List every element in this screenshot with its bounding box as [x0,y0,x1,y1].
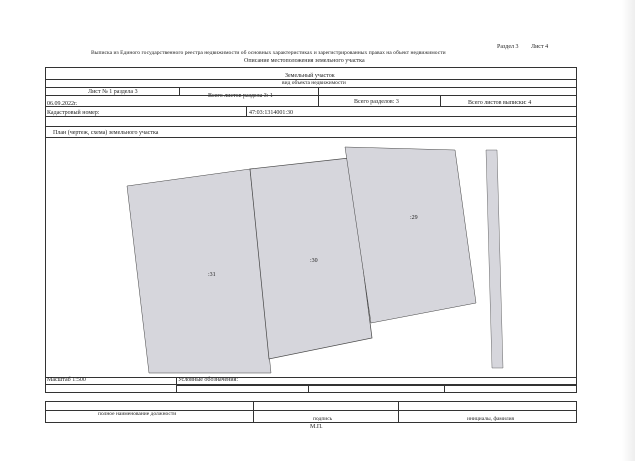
page-edge [622,0,635,461]
document-subtitle: Описание местоположения земельного участка [244,58,365,64]
parcel-label-29: :29 [410,215,418,221]
sheet-label: Лист 4 [531,44,549,50]
parcel-strip [486,150,503,368]
document-title: Выписка из Единого государственного реестра недвижимости об основных характеристиках и зарегистрированных правах на объект недвижимости [91,50,446,56]
sheet-of-section: Лист № 1 раздела 3 [88,89,138,95]
section-label: Раздел 3 [497,44,519,50]
legend-label: Условные обозначения: [178,377,239,383]
parcel-label-30: :30 [310,258,318,264]
stamp-label: М.П. [310,424,323,430]
position-caption: полное наименование должности [98,411,177,417]
extract-date: 06.09.2022г. [47,101,78,107]
total-sections: Всего разделов: 3 [354,99,399,105]
name-caption: инициалы, фамилия [467,416,515,422]
cadastral-number: 47:03:1314001:30 [249,110,294,116]
scale-label: Масштаб 1:500 [47,377,86,383]
object-type: Земельный участок [285,73,335,79]
cadastral-label: Кадастровый номер: [47,110,100,116]
parcel-label-31: :31 [208,272,216,278]
signature-caption: подпись [313,416,333,422]
object-type-caption: вид объекта недвижимости [282,80,346,86]
total-sheets-section: Всего листов раздела 3: 1 [208,93,273,99]
plan-title: План (чертеж, схема) земельного участка [53,130,159,136]
total-sheets-extract: Всего листов выписки: 4 [468,100,532,106]
parcel-31 [127,169,271,373]
